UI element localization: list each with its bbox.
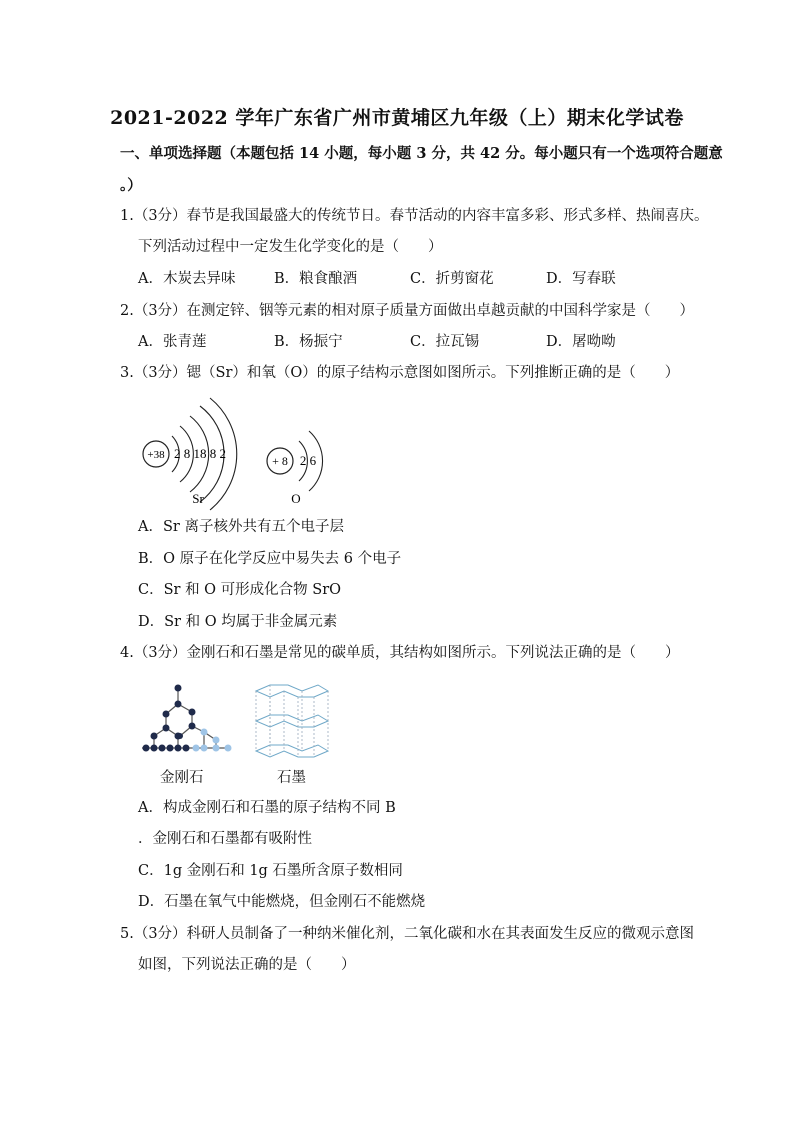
question-1-stem: 1.（3分）春节是我国最盛大的传统节日。春节活动的内容丰富多彩、形式多样、热闹喜庆。	[120, 208, 709, 224]
o-nucleus-charge: + 8	[272, 454, 288, 468]
question-4-option-a[interactable]: A．构成金刚石和石墨的原子结构不同 B	[138, 800, 396, 816]
option-d[interactable]: D．屠呦呦	[546, 334, 616, 350]
o-label: O	[291, 491, 301, 506]
section-heading-cont: 。）	[120, 177, 142, 194]
question-2-stem: 2.（3分）在测定锌、铟等元素的相对原子质量方面做出卓越贡献的中国科学家是（ ）	[120, 303, 695, 319]
option-c[interactable]: C．拉瓦锡	[410, 334, 480, 350]
question-3-option-d[interactable]: D．Sr 和 O 均属于非金属元素	[138, 614, 338, 630]
question-3-option-a[interactable]: A．Sr 离子核外共有五个电子层	[138, 519, 344, 535]
sr-label: Sr	[192, 491, 204, 506]
question-4-option-d[interactable]: D．石墨在氧气中能燃烧，但金刚石不能燃烧	[138, 894, 426, 910]
option-a[interactable]: A．张青莲	[138, 334, 207, 350]
question-2-options	[138, 332, 616, 352]
option-b[interactable]: B．杨振宁	[274, 334, 343, 350]
atomic-structure-figure	[138, 392, 358, 512]
option-c[interactable]: C．折剪窗花	[410, 271, 494, 287]
option-a[interactable]: A．木炭去异味	[138, 271, 236, 287]
diamond-structure-image	[140, 678, 240, 758]
question-4-option-b[interactable]: ．金刚石和石墨都有吸附性	[138, 831, 312, 847]
question-3-option-b[interactable]: B．O 原子在化学反应中易失去 6 个电子	[138, 551, 402, 567]
question-3-stem: 3.（3分）锶（Sr）和氧（O）的原子结构示意图如图所示。下列推断正确的是（ ）	[120, 365, 680, 381]
option-b[interactable]: B．粮食酿酒	[274, 271, 358, 287]
o-electron-counts: 2 6	[299, 453, 317, 468]
question-1-stem-cont: 下列活动过程中一定发生化学变化的是（ ）	[138, 239, 443, 255]
graphite-structure-image	[250, 683, 332, 761]
option-d[interactable]: D．写春联	[546, 271, 616, 287]
question-5-stem-cont: 如图，下列说法正确的是（ ）	[138, 957, 356, 973]
diamond-label: 金刚石	[160, 770, 204, 786]
question-3-option-c[interactable]: C．Sr 和 O 可形成化合物 SrO	[138, 582, 342, 598]
question-4-stem: 4.（3分）金刚石和石墨是常见的碳单质，其结构如图所示。下列说法正确的是（ ）	[120, 645, 680, 661]
exam-title: 2021-2022 学年广东省广州市黄埔区九年级（上）期末化学试卷	[110, 107, 684, 129]
question-4-option-c[interactable]: C．1g 金刚石和 1g 石墨所含原子数相同	[138, 863, 403, 879]
question-1-options	[138, 269, 616, 289]
section-heading: 一、单项选择题（本题包括 14 小题，每小题 3 分，共 42 分。每小题只有一个选项符合题意	[120, 145, 723, 162]
sr-nucleus-charge: +38	[147, 449, 165, 461]
question-5-stem: 5.（3分）科研人员制备了一种纳米催化剂，二氧化碳和水在其表面发生反应的微观示意图	[120, 926, 695, 942]
graphite-label: 石墨	[277, 770, 306, 786]
sr-electron-counts: 2 8 18 8 2	[174, 446, 226, 461]
